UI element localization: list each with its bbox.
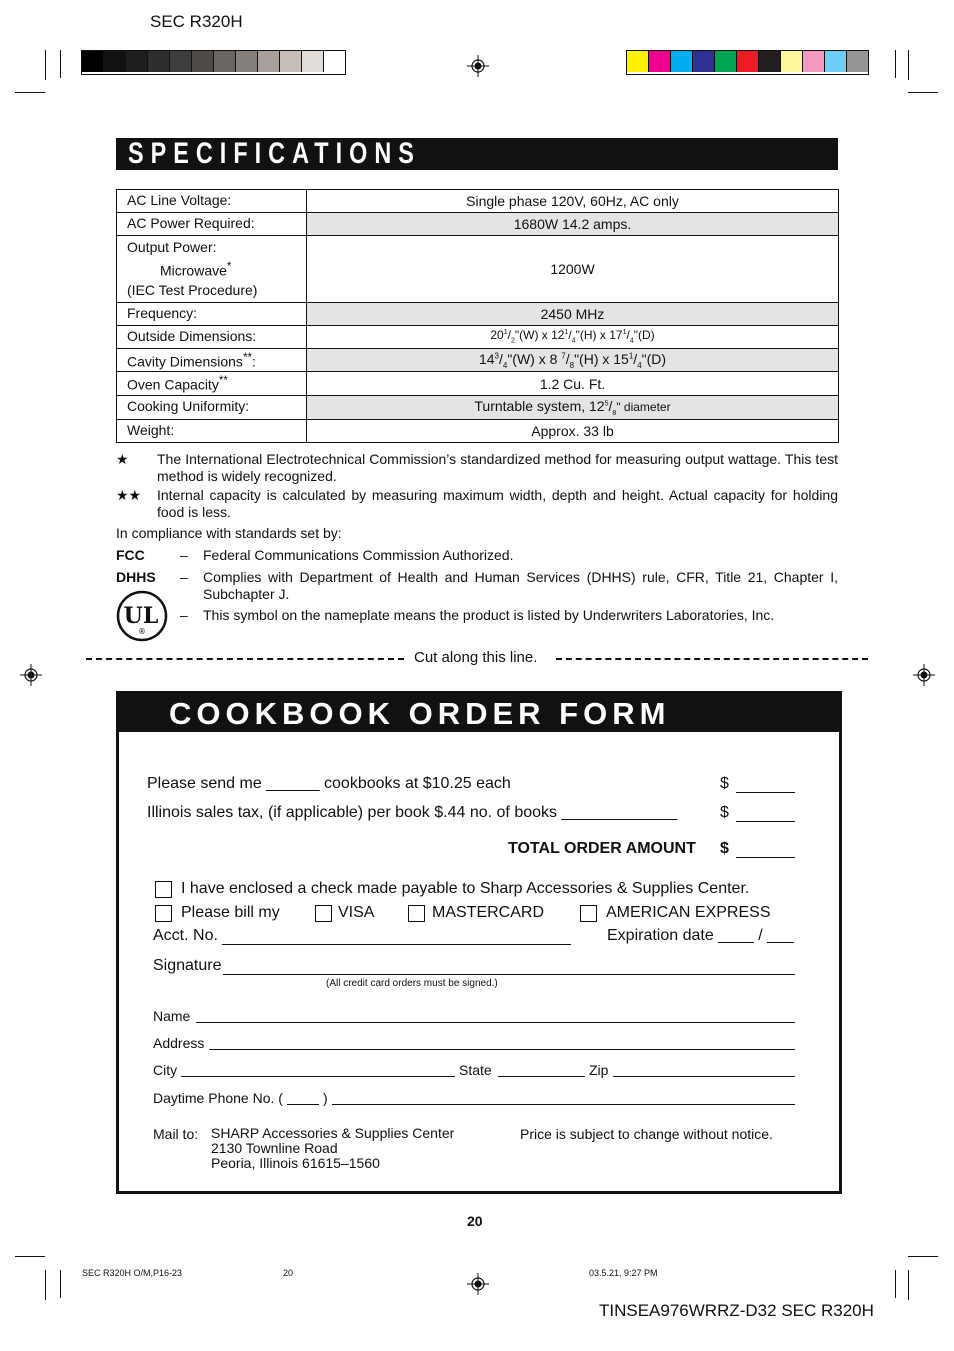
- crop-mark: [908, 50, 909, 80]
- ul-logo-icon: [116, 590, 168, 642]
- acct-no-field[interactable]: [222, 944, 571, 945]
- table-row: [117, 213, 839, 236]
- color-swatch: [104, 51, 126, 72]
- color-swatch: [82, 51, 104, 72]
- color-swatch: [737, 51, 759, 72]
- signature-label: Signature: [153, 957, 222, 974]
- color-swatch: [781, 51, 803, 72]
- bill-my-label: Please bill my: [181, 904, 280, 921]
- color-swatch: [825, 51, 847, 72]
- footnote-1: [116, 451, 838, 487]
- fraction-numerator: 3: [494, 351, 499, 360]
- area-code-field[interactable]: [287, 1104, 319, 1105]
- spec-value: 2450 MHz: [307, 302, 839, 325]
- page-number: 20: [467, 1213, 483, 1229]
- acct-no-label: Acct. No.: [153, 927, 218, 944]
- file-page: 20: [283, 1268, 294, 1278]
- color-swatch: [192, 51, 214, 72]
- color-swatch: [715, 51, 737, 72]
- crop-mark: [60, 50, 61, 78]
- spec-label-part: Oven Capacity: [127, 377, 219, 394]
- mastercard-checkbox[interactable]: [408, 905, 425, 922]
- fcc-text: Federal Communications Commission Authorized.: [203, 547, 514, 563]
- spec-label: Outside Dimensions:: [117, 325, 307, 348]
- spec-value: Approx. 33 lb: [307, 419, 839, 442]
- dashed-line: [86, 658, 404, 660]
- name-field[interactable]: [196, 1022, 795, 1023]
- cut-line-label: Cut along this line.: [414, 649, 538, 666]
- color-swatch: [627, 51, 649, 72]
- dollar-sign: $: [720, 840, 729, 857]
- color-swatch: [214, 51, 236, 72]
- city-label: City: [153, 1062, 178, 1078]
- color-swatch: [126, 51, 148, 72]
- footnote-text: The International Electrotechnical Commission’s standardized method for measuring output wattage. This test method is widely recognized.: [157, 451, 838, 484]
- star-icon: ★: [116, 451, 129, 467]
- bill-my-checkbox[interactable]: [155, 905, 172, 922]
- dash: –: [180, 569, 188, 585]
- spec-value: Single phase 120V, 60Hz, AC only: [307, 190, 839, 213]
- spec-value: Turntable system, $12^5/_8$" diameter: [307, 396, 839, 420]
- check-enclosed-checkbox[interactable]: [155, 881, 172, 898]
- specifications-table: [116, 189, 839, 443]
- amex-label: AMERICAN EXPRESS: [606, 904, 771, 921]
- value-part: "(H) x 15: [574, 350, 629, 367]
- ul-logo-text: UL: [123, 603, 159, 629]
- state-field[interactable]: [498, 1076, 585, 1077]
- amex-checkbox[interactable]: [580, 905, 597, 922]
- value-part: "(W) x 8: [507, 350, 562, 367]
- address-label: Address: [153, 1035, 205, 1051]
- dollar-sign: $: [720, 775, 729, 792]
- spec-label: Weight:: [117, 419, 307, 442]
- spec-value: $14^3/_4"(W)$ x 8 $^7/_8"(H)$ x $15^1/_4"(D)$: [307, 348, 839, 372]
- fraction-numerator: 5: [604, 400, 609, 408]
- registration-mark-icon: [20, 664, 42, 686]
- value-part: "(H) x 17: [575, 328, 623, 343]
- fcc-label: FCC: [116, 547, 145, 563]
- spec-label: Frequency:: [117, 302, 307, 325]
- dhhs-text: Complies with Department of Health and Human Services (DHHS) rule, CFR, Title 21, Chapter I, Subchapter J.: [203, 569, 838, 602]
- table-row: [117, 348, 839, 372]
- value-part: "(D): [633, 328, 655, 343]
- compliance-fcc: [116, 547, 838, 565]
- fraction-denominator: 8: [569, 360, 575, 370]
- value-part: 14: [478, 350, 495, 367]
- color-swatch: [302, 51, 324, 72]
- mastercard-label: MASTERCARD: [432, 904, 545, 921]
- phone-close-paren: ): [323, 1090, 328, 1106]
- value-part: " diameter: [616, 400, 671, 415]
- name-label: Name: [153, 1008, 191, 1024]
- color-swatch: [649, 51, 671, 72]
- fraction-denominator: 4: [571, 337, 576, 345]
- fraction-numerator: 1: [628, 351, 634, 360]
- footnote-mark: **: [218, 374, 228, 388]
- specifications-banner: [116, 138, 838, 170]
- dashed-line: [556, 658, 868, 660]
- color-swatch: [324, 51, 345, 72]
- order-form-banner: [119, 694, 841, 732]
- footnote-mark: **: [242, 350, 253, 364]
- color-swatch: [693, 51, 715, 72]
- specifications-title: SPECIFICATIONS: [128, 137, 421, 170]
- color-swatch: [148, 51, 170, 72]
- order-form-title: COOKBOOK ORDER FORM: [169, 696, 671, 731]
- spec-label-line: (IEC Test Procedure): [127, 281, 258, 298]
- double-star-icon: ★★: [116, 487, 142, 503]
- table-row: [117, 302, 839, 325]
- color-swatch: [759, 51, 781, 72]
- fraction-denominator: 8: [612, 409, 617, 417]
- spec-label: [117, 236, 307, 303]
- spec-label-part: Microwave: [160, 262, 227, 279]
- color-bar: [626, 50, 869, 75]
- table-row: [117, 419, 839, 442]
- mail-address-line: 2130 Townline Road: [211, 1140, 338, 1156]
- fraction-denominator: 4: [629, 337, 634, 345]
- books-amount-field[interactable]: [736, 792, 795, 793]
- mail-address: [211, 1126, 454, 1171]
- model-header: SEC R320H: [150, 12, 243, 31]
- registration-mark-icon: [467, 1273, 489, 1295]
- color-swatch: [236, 51, 258, 72]
- footnote-2: [116, 487, 838, 523]
- visa-checkbox[interactable]: [315, 905, 332, 922]
- color-swatch: [671, 51, 693, 72]
- spec-value: 1200W: [307, 236, 839, 303]
- address-field[interactable]: [209, 1049, 795, 1050]
- footnote-mark: *: [226, 260, 232, 273]
- fraction-numerator: 7: [561, 351, 566, 360]
- spec-label-line: [127, 257, 296, 281]
- color-swatch: [847, 51, 868, 72]
- fraction-denominator: 4: [502, 360, 508, 370]
- crop-mark: [60, 1270, 61, 1298]
- fraction-denominator: 4: [637, 360, 642, 370]
- crop-mark: [45, 1270, 46, 1300]
- timestamp: 03.5.21, 9:27 PM: [589, 1268, 658, 1278]
- spec-value: 1680W 14.2 amps.: [307, 213, 839, 236]
- signature-note: (All credit card orders must be signed.): [326, 978, 498, 989]
- color-swatch: [258, 51, 280, 72]
- spec-label: AC Line Voltage:: [117, 190, 307, 213]
- crop-mark: [895, 50, 896, 78]
- table-row: [117, 372, 839, 396]
- check-enclosed-label: I have enclosed a check made payable to Sharp Accessories & Supplies Center.: [181, 880, 750, 897]
- crop-mark: [908, 1256, 938, 1257]
- mail-address-line: SHARP Accessories & Supplies Center: [211, 1125, 455, 1141]
- total-label: TOTAL ORDER AMOUNT: [508, 840, 696, 857]
- spec-label: AC Power Required:: [117, 213, 307, 236]
- dash: –: [180, 547, 188, 563]
- signature-field[interactable]: [223, 974, 795, 975]
- value-part: "(W) x 12: [514, 328, 565, 343]
- mail-to-label: Mail to:: [153, 1126, 199, 1142]
- order-line-books: Please send me ______ cookbooks at $10.25 each: [147, 775, 511, 792]
- fraction-numerator: 1: [622, 329, 627, 337]
- document-code: TINSEA976WRRZ-D32 SEC R320H: [599, 1301, 874, 1320]
- compliance-intro: In compliance with standards set by:: [116, 525, 342, 541]
- spec-label: [117, 372, 307, 396]
- crop-mark: [895, 1270, 896, 1298]
- expiration-label: Expiration date ____ / ___: [607, 927, 794, 944]
- dash: –: [180, 607, 188, 623]
- table-row: [117, 325, 839, 348]
- spec-value: 1.2 Cu. Ft.: [307, 372, 839, 396]
- ul-logo-mark: ®: [138, 627, 146, 636]
- value-part: 20: [490, 328, 504, 343]
- fraction-numerator: 1: [503, 329, 508, 337]
- table-row: [117, 236, 839, 303]
- price-note: Price is subject to change without notice.: [520, 1126, 773, 1142]
- value-part: Turntable system, 12: [474, 398, 605, 415]
- gray-color-bar: [81, 50, 346, 75]
- phone-label: Daytime Phone No. (: [153, 1090, 283, 1106]
- spec-value: $20^1/_2"(W)$ x $12^1/_4"(H)$ x $17^1/_4"(D)$: [307, 325, 839, 348]
- phone-field[interactable]: [332, 1104, 795, 1105]
- cut-line: [86, 648, 868, 668]
- footnote-text: Internal capacity is calculated by measuring maximum width, depth and height. Actual capacity for holding food is less.: [157, 487, 838, 520]
- city-field[interactable]: [181, 1076, 455, 1077]
- zip-field[interactable]: [613, 1076, 795, 1077]
- order-line-tax: Illinois sales tax, (if applicable) per book $.44 no. of books _____________: [147, 804, 678, 821]
- crop-mark: [15, 1256, 45, 1257]
- cookbook-order-form: [116, 691, 842, 1194]
- value-part: "(D): [641, 350, 667, 367]
- registration-mark-icon: [467, 55, 489, 77]
- dhhs-label: DHHS: [116, 569, 156, 585]
- visa-label: VISA: [338, 904, 375, 921]
- ul-text: This symbol on the nameplate means the product is listed by Underwriters Laboratories, Inc.: [203, 607, 775, 623]
- crop-mark: [45, 50, 46, 80]
- mail-address-line: Peoria, Illinois 61615–1560: [211, 1155, 380, 1171]
- spec-label-part: Cavity Dimensions: [127, 353, 243, 370]
- table-row: [117, 190, 839, 213]
- dollar-sign: $: [720, 804, 729, 821]
- color-swatch: [280, 51, 302, 72]
- state-label: State: [459, 1062, 492, 1078]
- compliance-ul: [116, 590, 838, 642]
- table-row: [117, 396, 839, 420]
- color-swatch: [170, 51, 192, 72]
- zip-label: Zip: [589, 1062, 609, 1078]
- crop-mark: [15, 92, 45, 93]
- fraction-numerator: 1: [564, 329, 569, 337]
- registration-mark-icon: [913, 664, 935, 686]
- spec-label-part: :: [252, 353, 256, 370]
- spec-label: [117, 348, 307, 372]
- crop-mark: [908, 92, 938, 93]
- file-name: SEC R320H O/M,P16-23: [82, 1268, 183, 1278]
- spec-label-line: Output Power:: [127, 239, 217, 255]
- spec-label: Cooking Uniformity:: [117, 396, 307, 420]
- color-swatch: [803, 51, 825, 72]
- tax-amount-field[interactable]: [736, 821, 795, 822]
- total-amount-field[interactable]: [736, 857, 795, 858]
- fraction-denominator: 2: [510, 337, 515, 345]
- crop-mark: [908, 1270, 909, 1300]
